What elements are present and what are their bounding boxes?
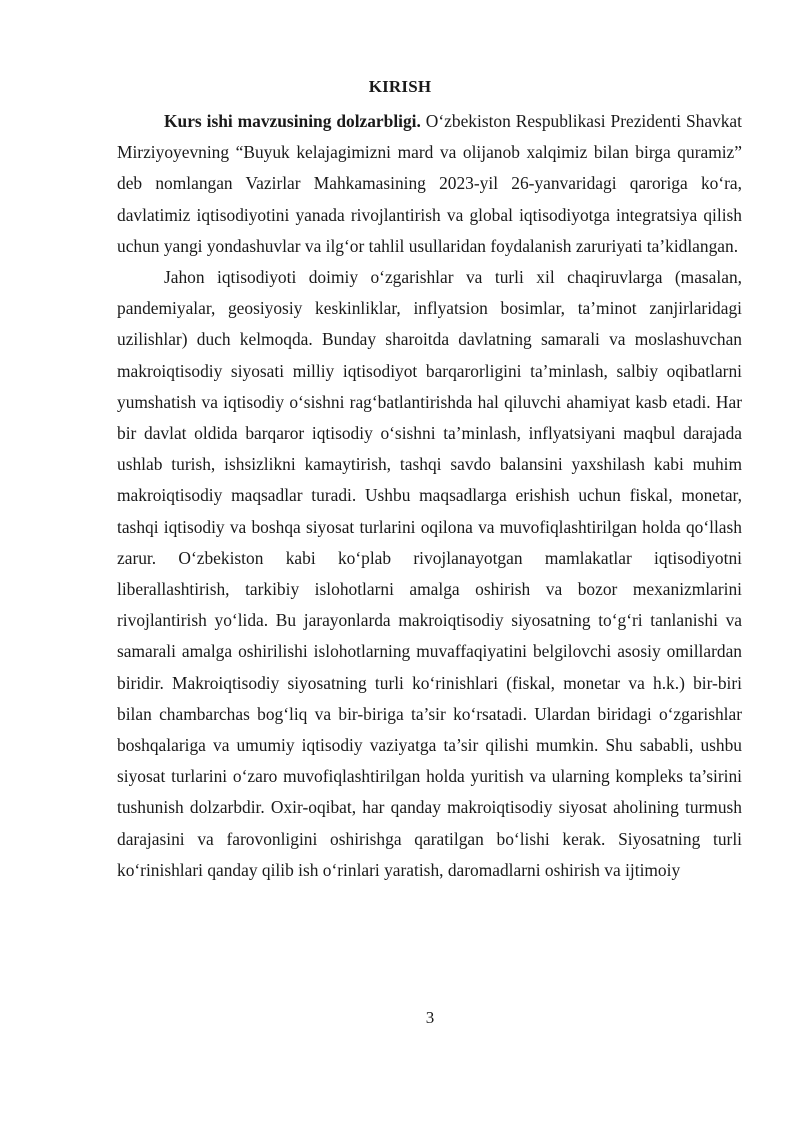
section-heading: KIRISH [368, 77, 432, 96]
body-text [117, 106, 742, 886]
page-number: 3 [425, 1008, 435, 1027]
paragraph-text: Jahon iqtisodiyoti doimiy o‘zgarishlar va turli xil chaqiruvlarga (masalan, pandemiyalar, geosiyosiy keskinliklar, inflyatsion bosimlar, ta’minot zanjirlaridagi uzilishlar) duch kelmoqda. Bunday sharoitda davlatning samarali va moslashuvchan makroiqtisodiy siyosati milliy iqtisodiyot barqarorligini ta’minlash, salbiy oqibatlarni yumshatish va iqtisodiy o‘sishni rag‘batlantirishda hal qiluvchi ahamiyat kasb etadi. Har bir davlat oldida barqaror iqtisodiy o‘sishni ta’minlash, inflyatsiyani maqbul darajada ushlab turish, ishsizlikni kamaytirish, tashqi savdo balansini yaxshilash kabi muhim makroiqtisodiy maqsadlar turadi. Ushbu maqsadlarga erishish uchun fiskal, monetar, tashqi iqtisodiy va boshqa siyosat turlarini oqilona va muvofiqlashtirilgan holda qo‘llash zarur. O‘zbekiston kabi ko‘plab rivojlanayotgan mamlakatlar iqtisodiyotni liberallashtirish, tarkibiy islohotlarni amalga oshirish va bozor mexanizmlarini rivojlantirish yo‘lida. Bu jarayonlarda makroiqtisodiy siyosatning to‘g‘ri tanlanishi va samarali amalga oshirilishi islohotlarning muvaffaqiyatini belgilovchi asosiy omillardan biridir. Makroiqtisodiy siyosatning turli ko‘rinishlari (fiskal, monetar va h.k.) bir-biri bilan chambarchas bog‘liq va bir-biriga ta’sir ko‘rsatadi. Ulardan biridagi o‘zgarishlar boshqalariga va umumiy iqtisodiy vaziyatga ta’sir qilishi mumkin. Shu sababli, ushbu siyosat turlarini o‘zaro muvofiqlashtirilgan holda yuritish va ularning kompleks ta’sirini tushunish dolzarbdir. Oxir-oqibat, har qanday makroiqtisodiy siyosat aholining turmush darajasini va farovonligini oshirishga qaratilgan bo‘lishi kerak. Siyosatning turli ko‘rinishlari qanday qilib ish o‘rinlari yaratish, daromadlarni oshirish va ijtimoiy [117, 267, 742, 880]
paragraph-relevance [117, 106, 742, 262]
paragraph-lead: Kurs ishi mavzusining dolzarbligi. [164, 111, 421, 131]
paragraph-economy [117, 262, 742, 886]
paragraph-text: O‘zbekiston Respublikasi Prezidenti Shavkat Mirziyoyevning “Buyuk kelajagimizni mard va olijanob xalqimiz bilan birga quramiz” deb nomlangan Vazirlar Mahkamasining 2023-yil 26-yanvaridagi qaroriga ko‘ra, davlatimiz iqtisodiyotini yanada rivojlantirish va global iqtisodiyotga integratsiya qilish uchun yangi yondashuvlar va ilg‘or tahlil usullaridan foydalanish zaruriyati ta’kidlangan. [117, 111, 742, 256]
